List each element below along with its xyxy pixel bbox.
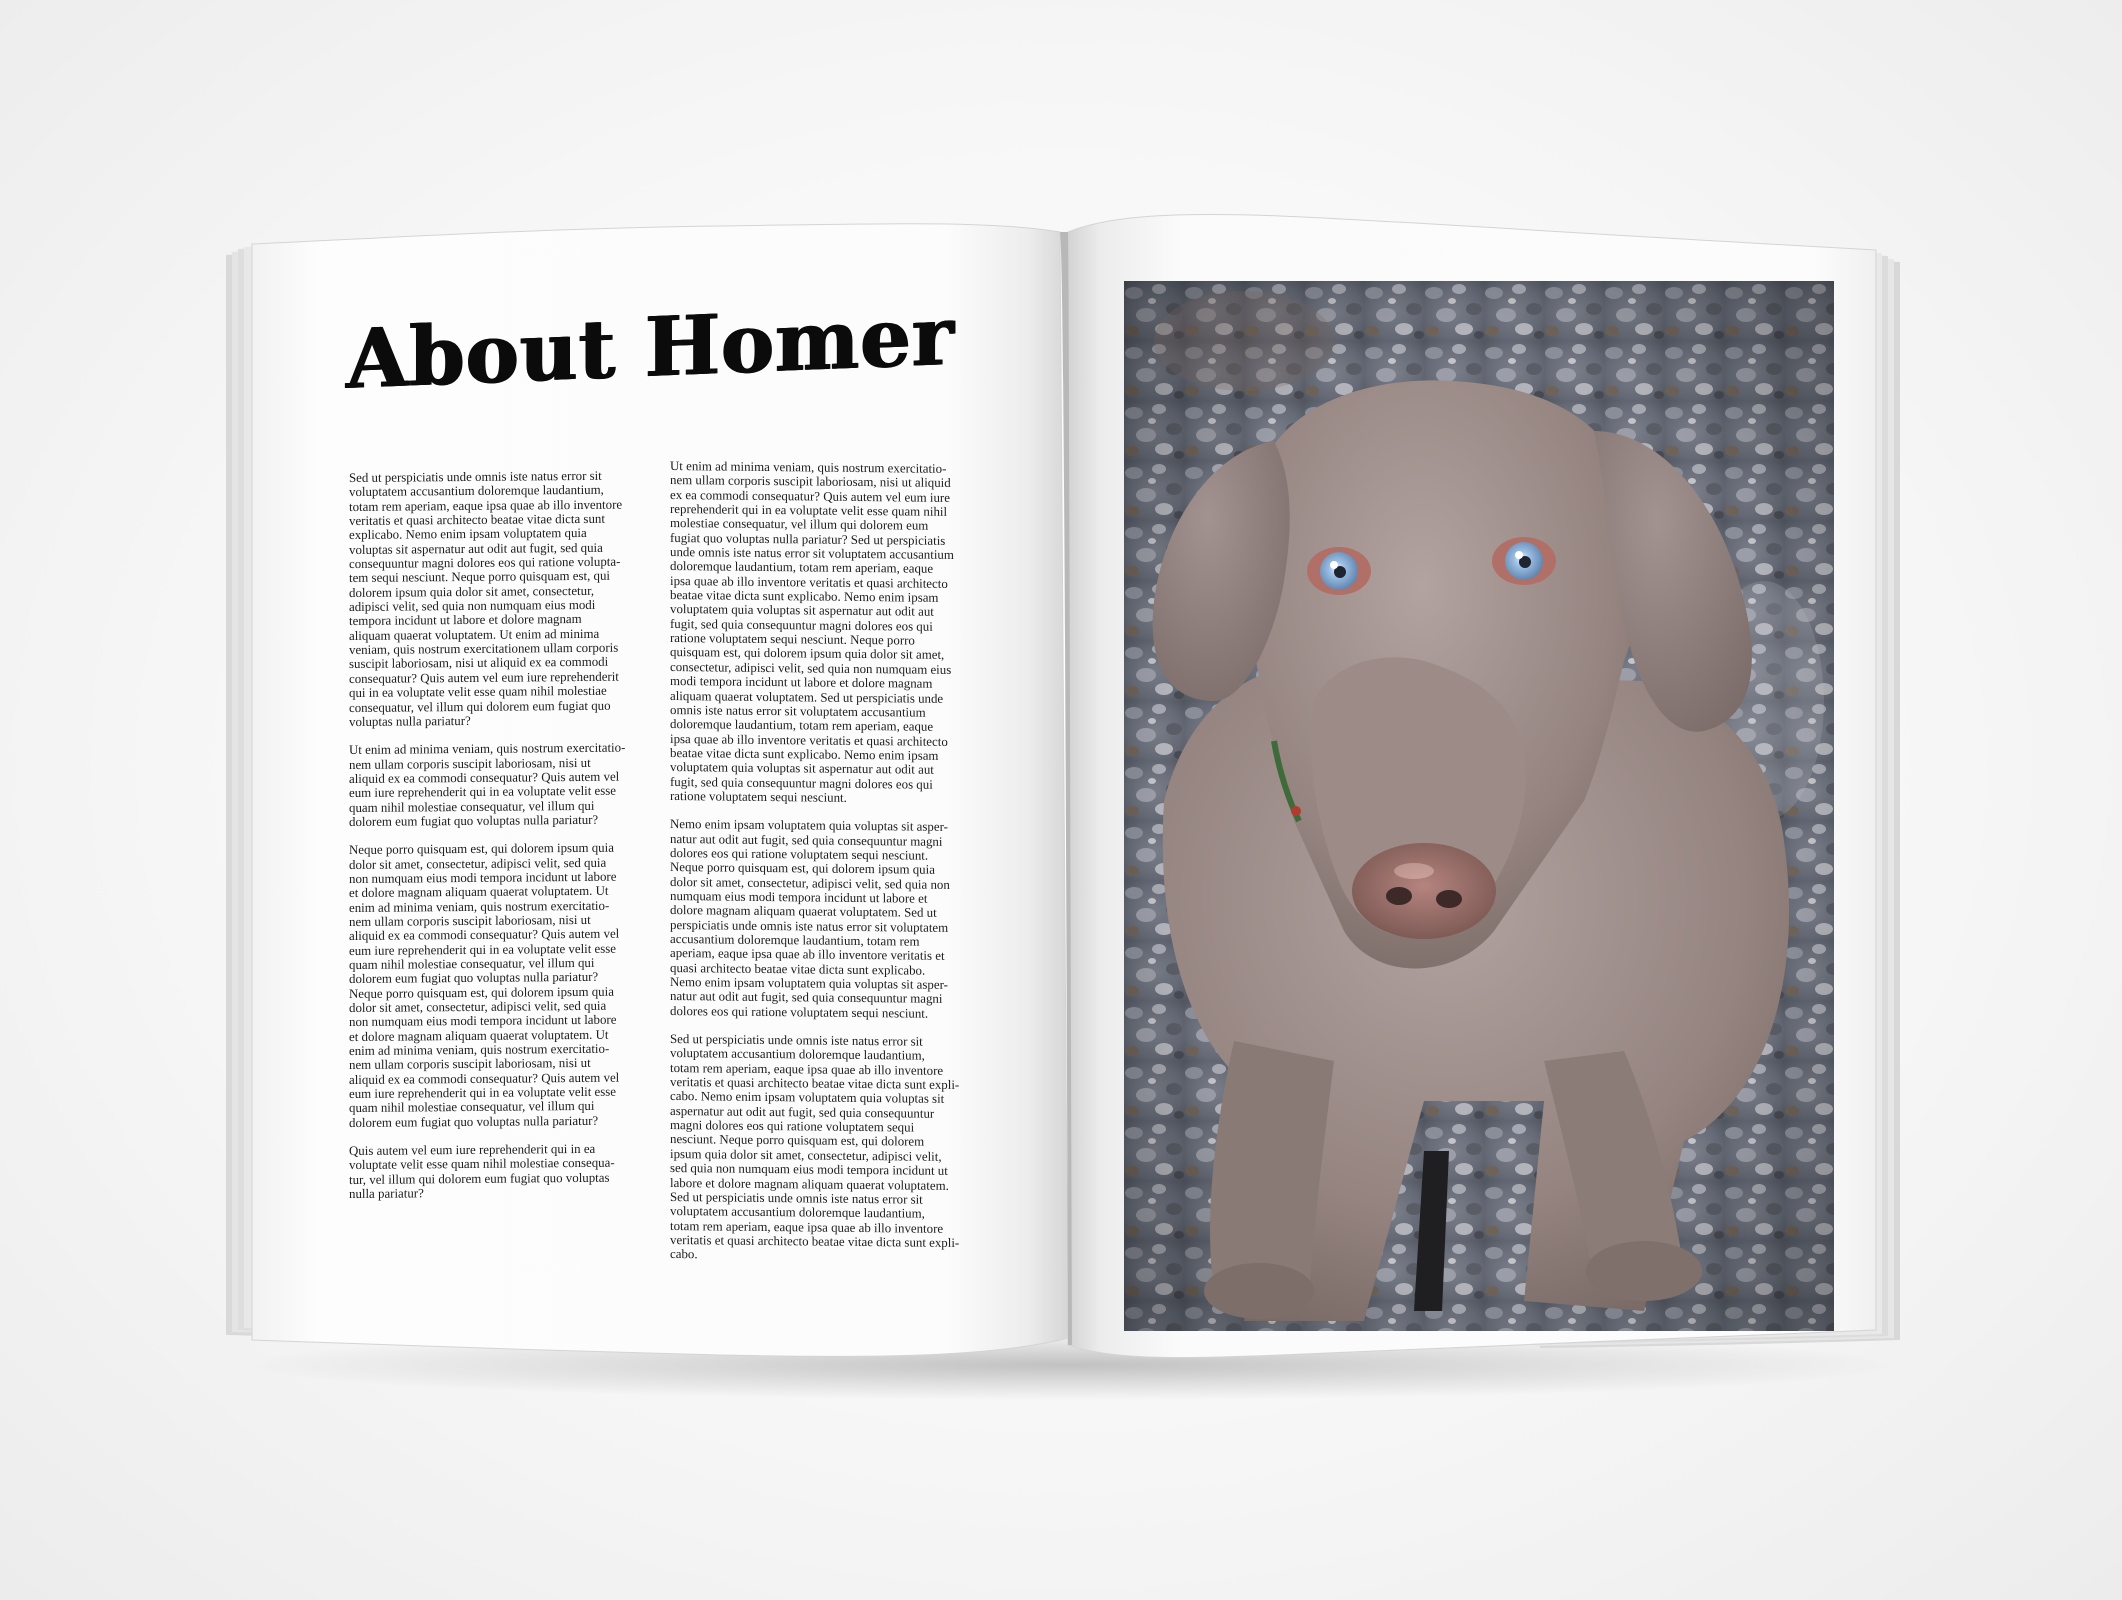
article-title: About Homer (346, 287, 955, 408)
left-text-column (349, 468, 649, 1215)
paragraph: Neque porro quisquam est, qui dolorem ipsum quia dolor sit amet, consectetur, adipisci velit, sed quia non numquam eius modi tempora incidunt ut labore et dolore magnam aliquam quaerat voluptatem. Ut enim ad minima veniam, quis nostrum exercitatio- nem ullam corporis suscipit laboriosam, nisi ut aliquid ex ea commodi consequatur? Quis autem vel eum iure reprehenderit qui in ea voluptate velit esse quam nihil molestiae consequatur, vel illum qui dolorem eum fugiat quo voluptas nulla pariatur? Neque porro quisquam est, qui dolorem ipsum quia dolor sit amet, consectetur, adipisci velit, sed quia non numquam eius modi tempora incidunt ut labore et dolore magnam aliquam quaerat voluptatem. Ut enim ad minima veniam, quis nostrum exercitatio- nem ullam corporis suscipit laboriosam, nisi ut aliquid ex ea commodi consequatur? Quis autem vel eum iure reprehenderit qui in ea voluptate velit esse quam nihil molestiae consequatur, vel illum qui dolorem eum fugiat quo voluptas nulla pariatur? (349, 840, 620, 1130)
paragraph: Ut enim ad minima veniam, quis nostrum exercitatio- nem ullam corporis suscipit laboriosam, nisi ut aliquid ex ea commodi consequatur? Quis autem vel eum iure reprehenderit qui in ea voluptate velit esse quam nihil molestiae consequatur, vel illum qui dolorem eum fugiat quo voluptas nulla pariatur? (349, 740, 626, 829)
paragraph: Ut enim ad minima veniam, quis nostrum exercitatio- nem ullam corporis suscipit laboriosam, nisi ut aliquid ex ea commodi consequatur? Quis autem vel eum iure reprehenderit qui in ea voluptate velit esse quam nihil molestiae consequatur, vel illum qui dolorem eum fugiat quo voluptas nulla pariatur? Sed ut perspiciatis unde omnis iste natus error sit voluptatem accusantium doloremque laudantium, totam rem aperiam, eaque ipsa quae ab illo inventore veritatis et quasi architecto beatae vitae dicta sunt explicabo. Nemo enim ipsam voluptatem quia voluptas sit aspernatur aut odit aut fugit, sed quia consequuntur magni dolores eos qui ratione voluptatem sequi nesciunt. Neque porro quisquam est, qui dolorem ipsum quia dolor sit amet, consectetur, adipisci velit, sed quia non numquam eius modi tempora incidunt ut labore et dolore magnam aliquam quaerat voluptatem. Sed ut perspiciatis unde omnis iste natus error sit voluptatem accusantium doloremque laudantium, totam rem aperiam, eaque ipsa quae ab illo inventore veritatis et quasi architecto beatae vitae dicta sunt explicabo. Nemo enim ipsam voluptatem quia voluptas sit aspernatur aut odit aut fugit, sed quia consequuntur magni dolores eos qui ratione voluptatem sequi nesciunt. (670, 459, 954, 805)
paragraph: Sed ut perspiciatis unde omnis iste natus error sit voluptatem accusantium doloremque laudantium, totam rem aperiam, eaque ipsa quae ab illo inventore veritatis et quasi architecto beatae vitae dicta sunt explicabo. Nemo enim ipsam voluptatem quia voluptas sit aspernatur aut odit aut fugit, sed quia consequuntur magni dolores eos qui ratione volupta- tem sequi nesciunt. Neque porro quisquam est, qui dolorem ipsum quia dolor sit amet, consectetur, adipisci velit, sed quia non numquam eius modi tempora incidunt ut labore et dolore magnam aliquam quaerat voluptatem. Ut enim ad minima veniam, quis nostrum exercitationem ullam corporis suscipit laboriosam, nisi ut aliquid ex ea commodi consequatur? Quis autem vel eum iure reprehenderit qui in ea voluptate velit esse quam nihil molestiae consequatur, vel illum qui dolorem eum fugiat quo voluptas nulla pariatur? (349, 468, 623, 729)
paragraph: Nemo enim ipsam voluptatem quia voluptas sit asper- natur aut odit aut fugit, sed quia consequuntur magni dolores eos qui ratione voluptatem sequi nesciunt. Neque porro quisquam est, qui dolorem ipsum quia dolor sit amet, consectetur, adipisci velit, sed quia non numquam eius modi tempora incidunt ut labore et dolore magnam aliquam quaerat voluptatem. Sed ut perspiciatis unde omnis iste natus error sit voluptatem accusantium doloremque laudantium, totam rem aperiam, eaque ipsa quae ab illo inventore veritatis et quasi architecto beatae vitae dicta sunt explicabo. Nemo enim ipsam voluptatem quia voluptas sit asper- natur aut odit aut fugit, sed quia consequuntur magni dolores eos qui ratione voluptatem sequi nesciunt. (670, 817, 950, 1021)
dog-illustration (1124, 281, 1834, 1331)
right-text-column (670, 459, 970, 1279)
paragraph: Quis autem vel eum iure reprehenderit qui in ea voluptate velit esse quam nihil molestiae consequa- tur, vel illum qui dolorem eum fugiat quo voluptas nulla pariatur? (349, 1141, 615, 1202)
dog-nose (1352, 843, 1496, 939)
dog-photo (1124, 281, 1834, 1331)
paragraph: Sed ut perspiciatis unde omnis iste natus error sit voluptatem accusantium doloremque laudantium, totam rem aperiam, eaque ipsa quae ab illo inventore veritatis et quasi architecto beatae vitae dicta sunt expli- cabo. Nemo enim ipsam voluptatem quia voluptas sit aspernatur aut odit aut fugit, sed quia consequuntur magni dolores eos qui ratione voluptatem sequi nesciunt. Neque porro quisquam est, qui dolorem ipsum quia dolor sit amet, consectetur, adipisci velit, sed quia non numquam eius modi tempora incidunt ut labore et dolore magnam aliquam quaerat voluptatem. Sed ut perspiciatis unde omnis iste natus error sit voluptatem accusantium doloremque laudantium, totam rem aperiam, eaque ipsa quae ab illo inventore veritatis et quasi architecto beatae vitae dicta sunt expli- cabo. (670, 1032, 960, 1262)
